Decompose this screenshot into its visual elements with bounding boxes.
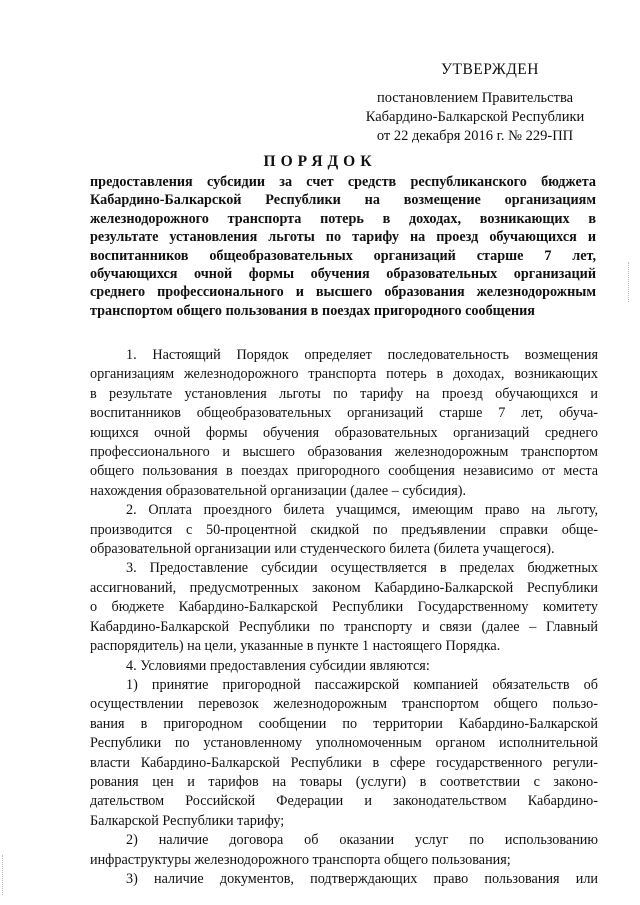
paragraph-line: ассигнований, предусмотренных законом Кабардино-Балкарской Республики [90, 579, 598, 596]
paragraph-line: нахождения образовательной организации (далее – субсидия). [90, 482, 467, 499]
paragraph [90, 676, 598, 831]
paragraph-line: Кабардино-Балкарской Республики по транспорту и связи (далее – Главный [90, 618, 598, 635]
paragraph-line: 2) наличие договора об оказании услуг по использованию [126, 832, 598, 849]
paragraph-line: о бюджете Кабардино-Балкарской Республики Государственному комитету [90, 599, 598, 616]
paragraph-line: Балкарской Республики тарифу; [90, 812, 285, 829]
subtitle-line: воспитанников общеобразовательных организаций старше 7 лет, [90, 247, 596, 264]
approval-line: Кабардино-Балкарской Республики [365, 109, 585, 125]
document-title: ПОРЯДОК [263, 153, 377, 170]
scan-edge-mark [2, 855, 5, 895]
scan-edge-mark [628, 262, 631, 302]
subtitle-line: предоставления субсидии за счет средств республиканского бюджета [90, 174, 596, 190]
paragraph-line: осуществлении перевозок железнодорожным транспортом общего пользо- [90, 696, 598, 713]
paragraph [90, 346, 598, 501]
approval-block [360, 60, 590, 146]
document-subtitle [90, 173, 596, 320]
paragraph [90, 831, 598, 870]
paragraph-line: дательством Российской Федерации и законодательством Кабардино- [90, 793, 598, 810]
paragraph-line: 2. Оплата проездного билета учащимся, имеющим право на льготу, [126, 502, 598, 519]
document-body [90, 346, 598, 889]
subtitle-line: результате установления льготы по тарифу на проезд обучающихся и [90, 229, 596, 246]
paragraph-line: рования цен и тарифов на товары (услуги) в соответствии с законо- [90, 773, 598, 790]
paragraph [90, 657, 598, 676]
paragraph-line: в результате установления льготы по тарифу на проезд обучающихся и [90, 385, 598, 402]
subtitle-line: обучающихся очной формы обучения образовательных организаций [90, 266, 596, 283]
paragraph [90, 559, 598, 656]
subtitle-line: транспортом общего пользования в поездах пригородного сообщения [90, 302, 535, 319]
paragraph-line: организациям железнодорожного транспорта потерь в доходах, возникающих [90, 366, 598, 383]
paragraph-line: 1. Настоящий Порядок определяет последовательность возмещения [126, 347, 598, 363]
approval-line: от 22 декабря 2016 г. № 229-ПП [376, 128, 574, 144]
paragraph-line: профессионального и высшего образования железнодорожным транспортом [90, 444, 598, 461]
paragraph-line: образовательной организации или студенческого билета (билета учащегося). [90, 541, 555, 558]
paragraph-line: 3. Предоставление субсидии осуществляется в пределах бюджетных [126, 560, 598, 577]
approval-line: постановлением Правительства [376, 90, 574, 106]
paragraph-line: инфраструктуры железнодорожного транспорта общего пользования; [90, 851, 511, 868]
paragraph [90, 501, 598, 559]
approved-heading: УТВЕРЖДЕН [441, 61, 539, 78]
subtitle-line: железнодорожного транспорта потерь в доходах, возникающих в [90, 210, 596, 227]
paragraph-line: воспитанников общеобразовательных организаций старше 7 лет, обуча- [90, 405, 598, 422]
paragraph-line: 1) принятие пригородной пассажирской компанией обязательств об [126, 676, 598, 693]
paragraph-line: общего пользования в поездах пригородного сообщения независимо от места [90, 463, 598, 480]
subtitle-line: среднего профессионального и высшего образования железнодорожным [90, 284, 596, 301]
paragraph-line: власти Кабардино-Балкарской Республики в сфере государственного регули- [90, 754, 598, 771]
paragraph [90, 870, 598, 889]
paragraph-line: производится с 50-процентной скидкой по предъявлении справки обще- [90, 521, 598, 538]
paragraph-line: ющихся очной формы обучения образовательных организаций среднего [90, 424, 598, 441]
paragraph-line: 4. Условиями предоставления субсидии являются: [126, 657, 430, 674]
paragraph-line: распорядитель) на цели, указанные в пункте 1 настоящего Порядка. [90, 638, 501, 655]
paragraph-line: вания в пригородном сообщении по территории Кабардино-Балкарской [90, 715, 598, 732]
paragraph-line: 3) наличие документов, подтверждающих право пользования или [126, 870, 598, 887]
paragraph-line: Республики по установленному уполномоченным органом исполнительной [90, 735, 598, 752]
subtitle-line: Кабардино-Балкарской Республики на возмещение организациям [90, 192, 596, 209]
